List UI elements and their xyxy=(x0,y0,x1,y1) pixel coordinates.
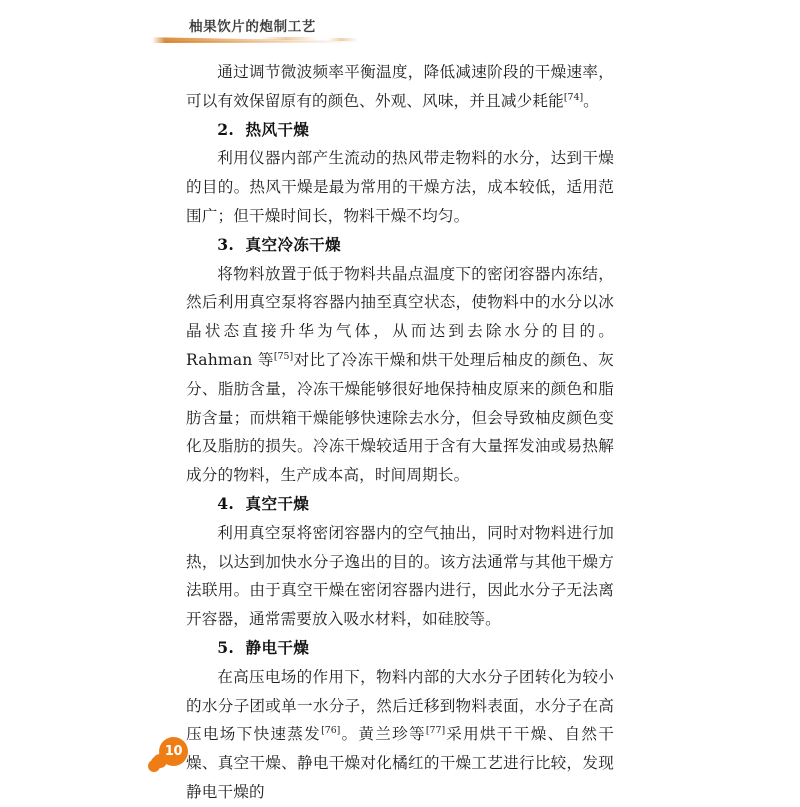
reference-marker: [74] xyxy=(563,91,584,103)
running-title: 柚果饮片的炮制工艺 xyxy=(189,19,316,35)
header-rule-hairline xyxy=(164,41,367,42)
section-number: 3. xyxy=(217,234,235,254)
paragraph-text-tail: 对比了冷冻干燥和烘干处理后柚皮的颜色、灰分、脂肪含量，冷冻干燥能够很好地保持柚皮原来的颜色和脂肪含量；而烘箱干燥能够快速除去水分，但会导致柚皮颜色变化及脂肪的损失。冷冻干燥较适用于含有大量挥发油或易热解成分的物料，生产成本高，时间周期长。 xyxy=(186,350,614,485)
paragraph-vacuum-dry xyxy=(186,519,614,634)
reference-marker: [75] xyxy=(273,350,294,362)
section-heading-vacuum-dry xyxy=(186,490,614,519)
page-header xyxy=(0,0,800,52)
paragraph-hot-air xyxy=(186,144,614,230)
paragraph-text: 利用真空泵将密闭容器内的空气抽出，同时对物料进行加热，以达到加快水分子逸出的目的。该方法通常与其他干燥方法联用。由于真空干燥在密闭容器内进行，因此水分子无法离开容器，通常需要放入吸水材料，如硅胶等。 xyxy=(186,523,614,629)
section-title: 真空干燥 xyxy=(245,494,310,513)
section-title: 热风干燥 xyxy=(245,120,310,139)
header-decorative-rule xyxy=(152,36,367,43)
paragraph-text: 在高压电场的作用下，物料内部的大水分子团转化为较小的水分子团或单一水分子，然后迁移到物料表面，水分子在高压电场下快速蒸发 xyxy=(186,667,614,744)
paragraph-vacuum-freeze xyxy=(186,260,614,490)
paragraph-text-tail: 。 xyxy=(583,91,599,110)
reference-marker: [76] xyxy=(321,725,341,737)
section-title: 静电干燥 xyxy=(245,638,310,657)
paragraph-text: 通过调节微波频率平衡温度，降低减速阶段的干燥速率，可以有效保留原有的颜色、外观、风味，并且减少耗能 xyxy=(186,63,614,110)
section-number: 4. xyxy=(217,493,235,513)
header-rule-accent-b xyxy=(328,38,358,40)
section-number: 5. xyxy=(217,637,235,657)
section-heading-vacuum-freeze xyxy=(186,231,614,260)
paragraph-text-tail: 采用烘干干燥、自然干燥、真空干燥、静电干燥对化橘红的干燥工艺进行比较，发现静电干燥的 xyxy=(186,725,614,801)
page-number: 10 xyxy=(164,744,183,759)
section-heading-electrostatic xyxy=(186,634,614,663)
paragraph-microwave-tail xyxy=(186,58,614,116)
section-number: 2. xyxy=(217,119,235,139)
text-column xyxy=(186,58,614,807)
paragraph-text-mid: 。黄兰珍等 xyxy=(340,725,426,744)
section-heading-hot-air xyxy=(186,116,614,145)
paragraph-text: 利用仪器内部产生流动的热风带走物料的水分，达到干燥的目的。热风干燥是最为常用的干燥方法，成本较低，适用范围广；但干燥时间长，物料干燥不均匀。 xyxy=(186,149,614,225)
page-number-badge xyxy=(146,736,192,780)
reference-marker-2: [77] xyxy=(425,725,446,737)
section-title: 真空冷冻干燥 xyxy=(245,235,341,254)
paragraph-electrostatic xyxy=(186,663,614,807)
header-rule-accent-a xyxy=(260,37,318,39)
paragraph-text: 将物料放置于低于物料共晶点温度下的密闭容器内冻结，然后利用真空泵将容器内抽至真空状态，使物料中的水分以冰晶状态直接升华为气体，从而达到去除水分的目的。Rahman 等 xyxy=(186,264,614,369)
